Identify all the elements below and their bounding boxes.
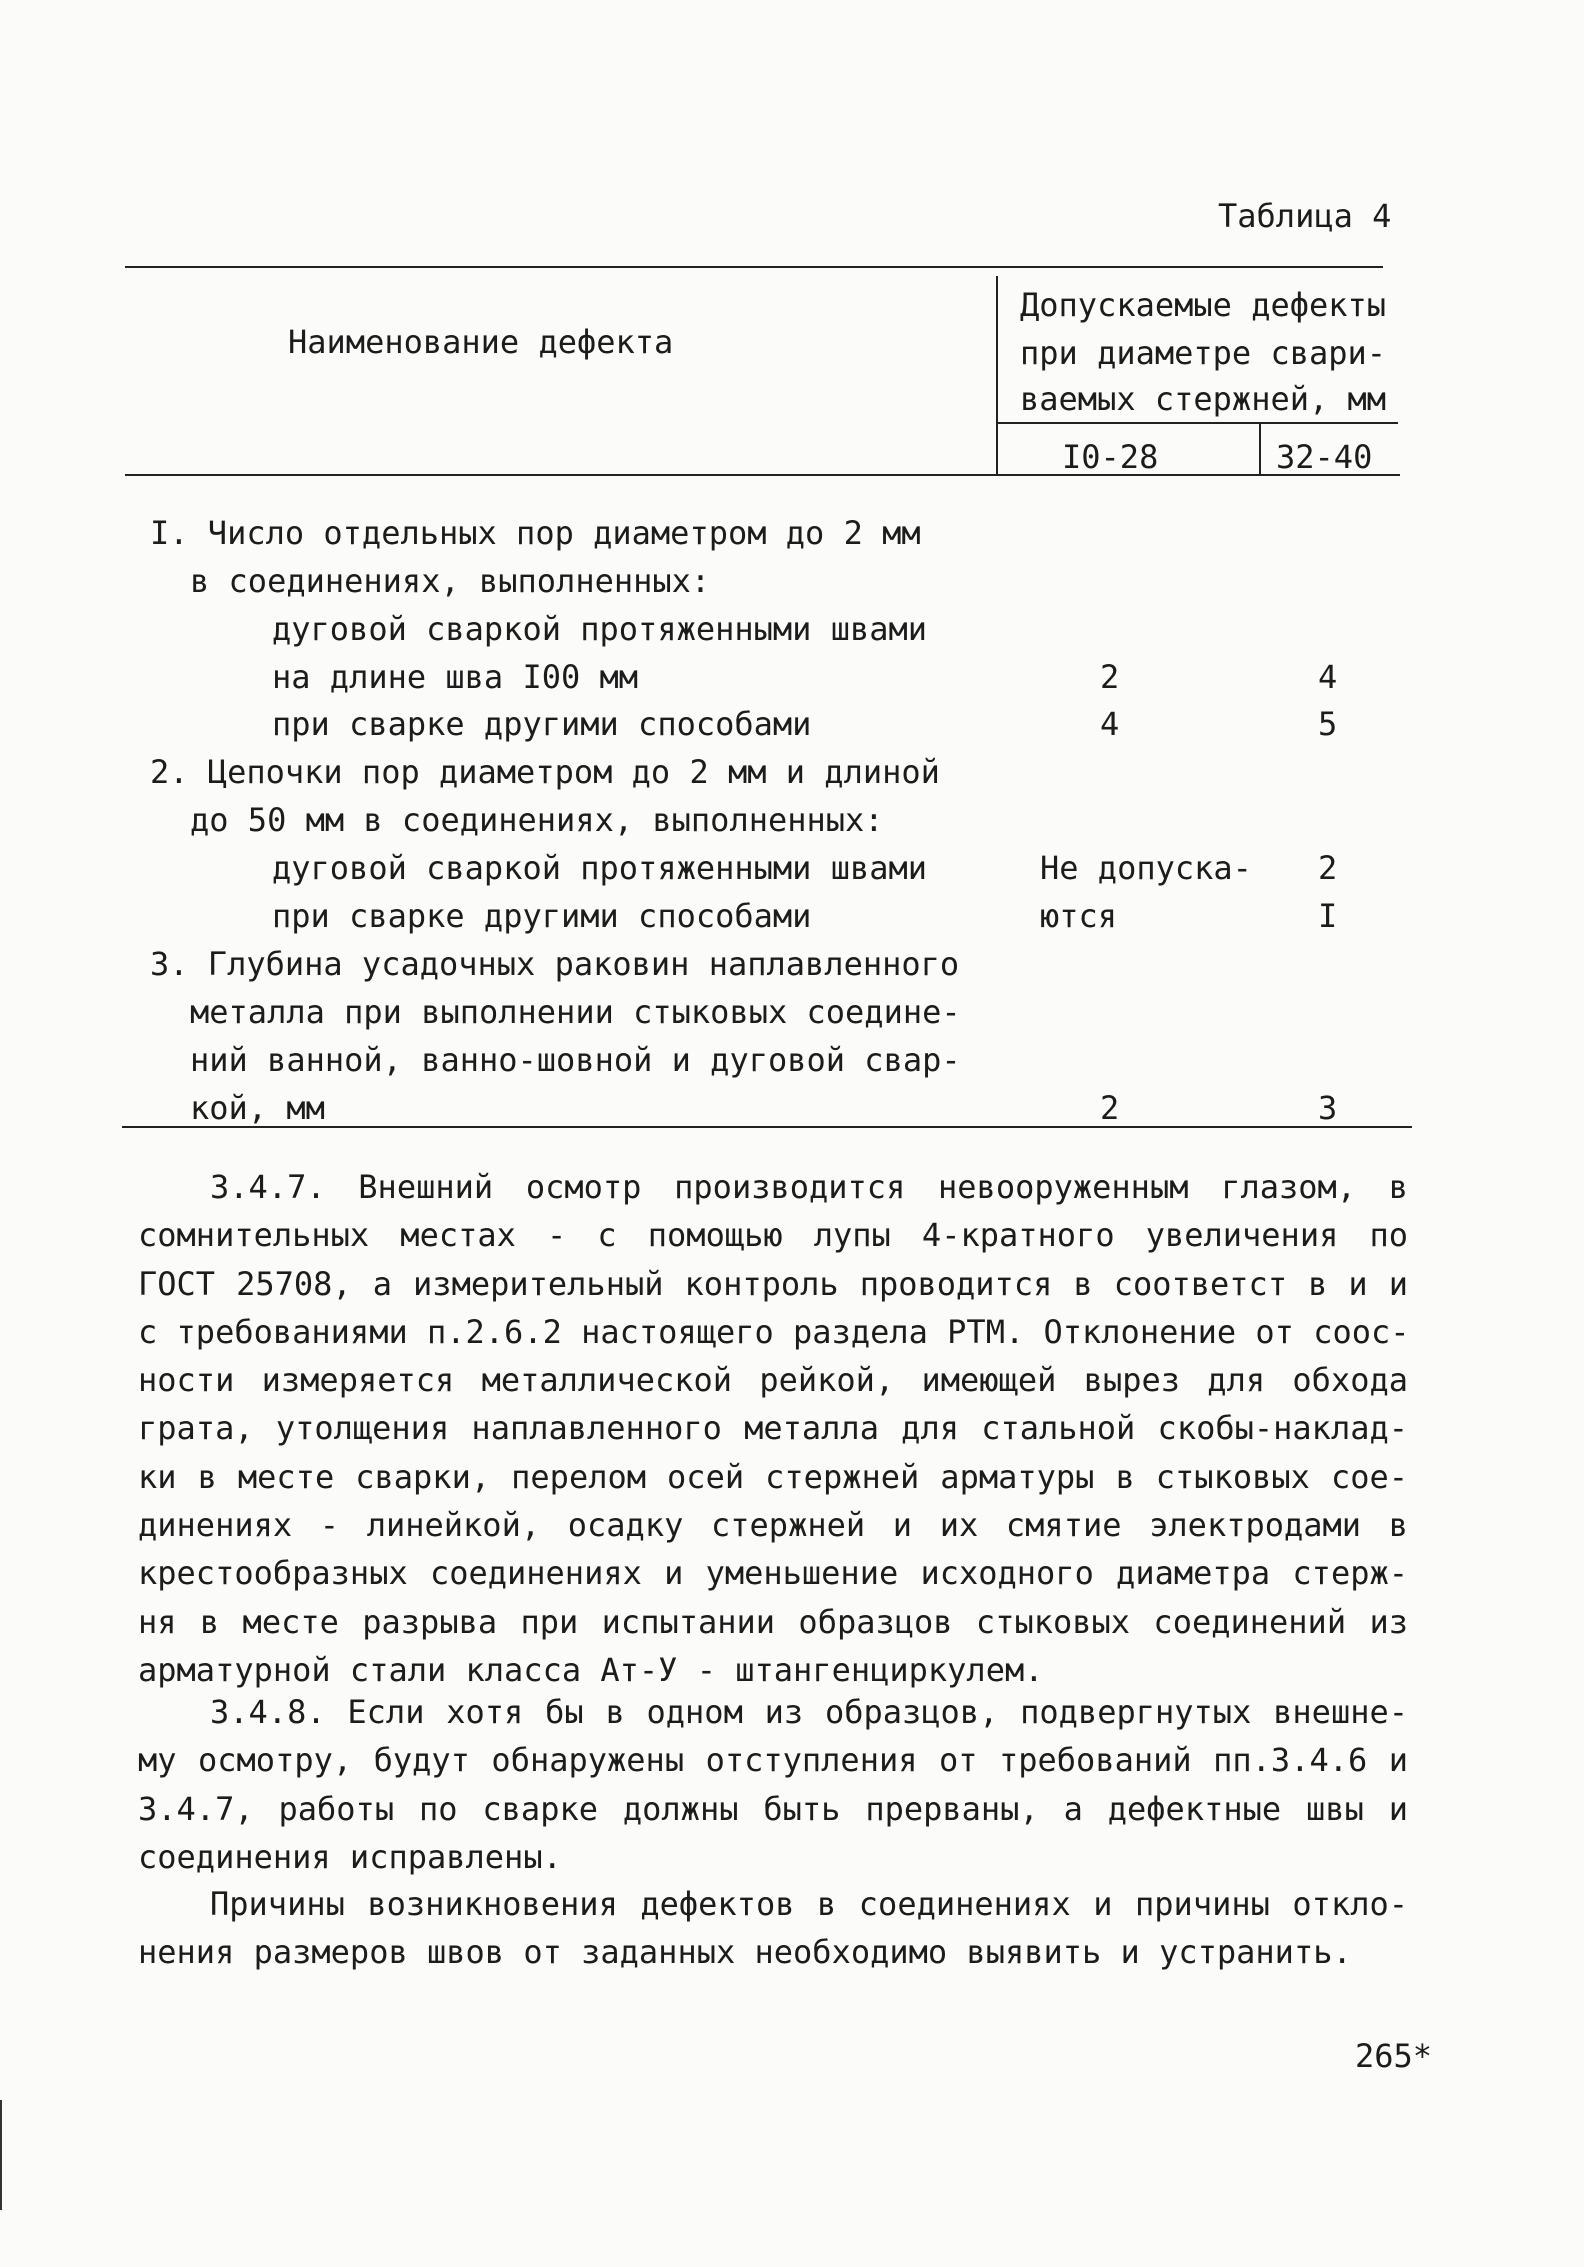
- table-row-value-2: 4: [1318, 658, 1338, 696]
- paragraph-line: нения размеров швов от заданных необходимо выявить и устранить.: [138, 1933, 1352, 1972]
- table-row-value-1: ются: [1040, 897, 1118, 935]
- paragraph-3-4-8: [138, 1688, 1408, 1881]
- header-allowed-line-3: ваемых стержней, мм: [1020, 380, 1387, 418]
- table-row-text: дуговой сваркой протяженными швами: [272, 610, 928, 648]
- table-row-text: 3. Глубина усадочных раковин наплавленного: [150, 945, 960, 983]
- header-allowed-line-2: при диаметре свари-: [1020, 334, 1387, 372]
- paragraph-line: с требованиями п.2.6.2 настоящего раздела РТМ. Отклонение от соос-: [138, 1312, 1410, 1351]
- table-row-value-1: 4: [1100, 705, 1120, 743]
- table-row-value-2: I: [1318, 897, 1338, 935]
- paragraph-line: му осмотру, будут обнаружены отступления от требований пп.3.4.6 и: [138, 1741, 1408, 1780]
- paragraph-line: 3.4.7, работы по сварке должны быть прерваны, а дефектные швы и: [138, 1789, 1408, 1828]
- table-row-text: при сварке другими способами: [272, 705, 812, 743]
- table-row-text: металла при выполнении стыковых соедине-: [190, 993, 961, 1031]
- header-divider: [996, 276, 998, 476]
- table-caption: Таблица 4: [1218, 197, 1392, 235]
- column-10-28: I0-28: [1062, 438, 1159, 476]
- table-row-value-2: 2: [1318, 849, 1338, 887]
- table-row-text: кой, мм: [190, 1089, 325, 1127]
- header-defect-name: Наименование дефекта: [288, 323, 674, 361]
- paragraph-line: соединения исправлены.: [138, 1837, 562, 1876]
- column-32-40: 32-40: [1276, 438, 1373, 476]
- scan-edge-mark: [0, 2100, 2, 2210]
- paragraph-line: арматурной стали класса Ат-У - штангенциркулем.: [138, 1650, 1044, 1689]
- paragraph-causes: [138, 1880, 1408, 1977]
- table-row-text: на длине шва I00 мм: [272, 658, 639, 696]
- paragraph-line: грата, утолщения наплавленного металла для стальной скобы-наклад-: [138, 1409, 1408, 1448]
- paragraph-line: Причины возникновения дефектов в соединениях и причины откло-: [210, 1885, 1408, 1923]
- paragraph-line: 3.4.7. Внешний осмотр производится невооруженным глазом, в: [210, 1168, 1408, 1206]
- table-row-value-1: 2: [1100, 658, 1120, 696]
- table-row-text: 2. Цепочки пор диаметром до 2 мм и длиной: [150, 753, 940, 791]
- header-bottom-rule: [125, 474, 1400, 476]
- table-row-value-2: 3: [1318, 1089, 1338, 1127]
- paragraph-line: крестообразных соединениях и уменьшение исходного диаметра стерж-: [138, 1554, 1408, 1593]
- paragraph-line: сомнительных местах - с помощью лупы 4-кратного увеличения по: [138, 1216, 1408, 1255]
- table-row-text: в соединениях, выполненных:: [190, 562, 711, 600]
- header-allowed-line-1: Допускаемые дефекты: [1020, 286, 1387, 324]
- table-row-text: I. Число отдельных пор диаметром до 2 мм: [150, 514, 921, 552]
- table-row-text: дуговой сваркой протяженными швами: [272, 849, 928, 887]
- paragraph-line: ности измеряется металлической рейкой, имеющей вырез для обхода: [138, 1361, 1408, 1400]
- table-row-text: до 50 мм в соединениях, выполненных:: [190, 801, 884, 839]
- paragraph-line: ня в месте разрыва при испытании образцов стыковых соединений из: [138, 1602, 1408, 1641]
- table-top-rule: [125, 266, 1383, 268]
- page-number: 265*: [1355, 2037, 1433, 2075]
- paragraph-line: 3.4.8. Если хотя бы в одном из образцов, подвергнутых внешне-: [210, 1693, 1408, 1731]
- paragraph-line: динениях - линейкой, осадку стержней и их смятие электродами в: [138, 1506, 1408, 1545]
- paragraph-3-4-7: [138, 1163, 1408, 1694]
- paragraph-line: ки в месте сварки, перелом осей стержней арматуры в стыковых сое-: [138, 1457, 1408, 1496]
- table-row-text: при сварке другими способами: [272, 897, 812, 935]
- subheader-divider: [1259, 424, 1261, 476]
- table-row-text: ний ванной, ванно-шовной и дуговой свар-: [190, 1041, 961, 1079]
- table-row-value-1: Не допуска-: [1040, 849, 1252, 887]
- paragraph-line: ГОСТ 25708, а измерительный контроль проводится в соответст в и и: [138, 1264, 1408, 1303]
- table-row-value-1: 2: [1100, 1089, 1120, 1127]
- table-row-value-2: 5: [1318, 705, 1338, 743]
